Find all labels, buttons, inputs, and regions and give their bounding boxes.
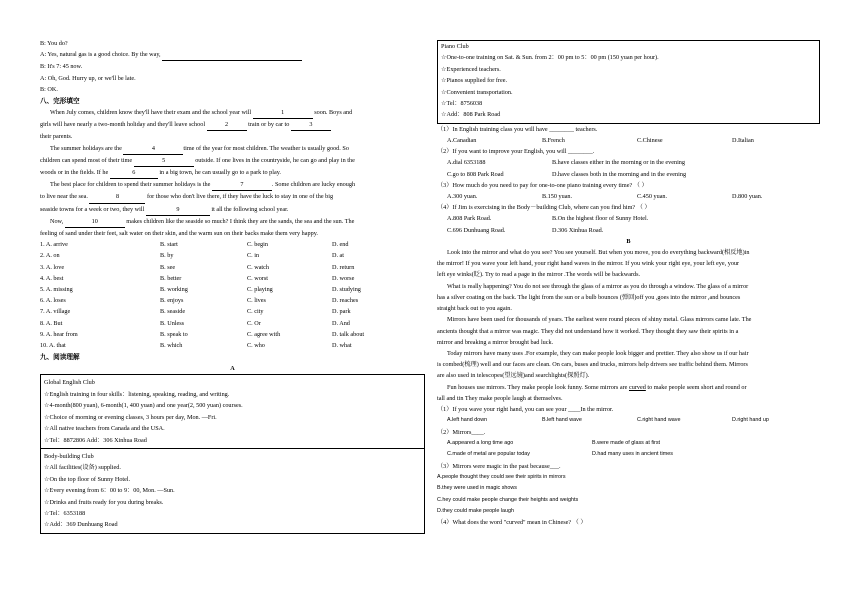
passage-line: Today mirrors have many uses .For example, they can make people look bigger and prettier. They also show us if our hair [447, 349, 749, 357]
ad-line: ☆Add：808 Park Road [441, 111, 501, 119]
passage-line: straight back out to you again. [437, 305, 512, 313]
ad-line: ☆On the top floor of Sunny Hotel. [44, 475, 131, 483]
cloze-line: The summer holidays are the 4 time of the year for most children. The weather is usually good. So [40, 143, 425, 155]
cloze-blank-1: 1 [253, 107, 313, 119]
ad-line: ☆All native teachers from Canada and the USA. [44, 425, 165, 433]
option-row: 1. A. arrive B. start C. begin D. end [40, 241, 349, 249]
ad-line: ☆Drinks and fruits ready for you during breaks. [44, 498, 164, 506]
ad-line: ☆Tel：6353188 [44, 509, 86, 517]
passage-line: tall and tin They make people laugh at themselves. [437, 394, 563, 402]
ad-line: ☆Add：369 Dunhuang Road [44, 521, 118, 529]
section-title-reading: 九、阅读理解 [40, 353, 80, 362]
dialogue-line: B: It's 7: 45 now. [40, 63, 83, 71]
english-club-box [40, 374, 425, 448]
body-club-box [40, 449, 425, 534]
dialogue-line: B: OK. [40, 85, 58, 93]
option-row: 10. A. that B. which C. who D. what [40, 342, 352, 350]
underlined-word-curved: curved [628, 383, 646, 391]
option-line: B.they were used in magic shows [437, 485, 517, 492]
cloze-line: children can spend most of their time 5 outside. If one lives in the countryside, he can go and play in the [40, 155, 425, 167]
option-row: A.dial 6353188 B.have classes either in the morning or in the evening [447, 159, 685, 167]
option-line: C.hey could make people change their heights and weights [437, 496, 579, 503]
passage-line: the mirror! If you wave your left hand, your right hand waves in the mirror. If you wink your right eye, your left eye, your [437, 260, 740, 268]
option-row: 6. A. loses B. enjoys C. lives D. reaches [40, 297, 359, 305]
ad-line: Piano Club [441, 43, 469, 50]
ad-line: ☆Pianos supplied for free. [441, 77, 508, 85]
cloze-blank-2: 2 [207, 119, 247, 131]
cloze-line: Now, 10 makes children like the seaside so much? I think they are the sands, the sea and the sun. The [40, 216, 425, 228]
passage-line: has a silver coating on the back. The light from the sun or a bulb bounces (弹回)off you ,goes into the mirror ,and bounces [437, 293, 741, 301]
cloze-blank-8: 8 [89, 191, 145, 203]
option-row: 2. A. on B. by C. in D. at [40, 252, 345, 260]
option-row: 7. A. village B. seaside C. city D. park [40, 308, 351, 316]
question: （3）How much do you need to pay for one-to-one piano training every time? （ ） [437, 181, 648, 189]
answer-blank [162, 49, 302, 61]
cloze-blank-6: 6 [110, 167, 158, 179]
question: （2）If you want to improve your English, you will ________. [437, 148, 595, 156]
question: （3）Mirrors were magic in the past because___. [437, 462, 561, 470]
passage-line: ancients thought that a mirror was magic. They did not understand how it worked. They thought they saw their spirits in a [437, 327, 739, 335]
cloze-line: to live near the sea. 8 for those who don't live there, if they have the luck to stay in one of the big [40, 191, 425, 203]
question: （1）If you wave your right hand, you can see your ____In the mirror. [437, 405, 614, 413]
passage-line: left eye winks(眨). Try to read a page in the mirror .The words will be backwards. [437, 271, 641, 279]
cloze-blank-9: 9 [146, 204, 210, 216]
ad-line: Body-building Club [44, 452, 94, 460]
cloze-line: The best place for children to spend their summer holidays is the 7 . Some children are lucky enough [40, 179, 425, 191]
passage-line: What is really happening? You do not see through the glass of a mirror as you do through a window. The glass of a mirror [447, 282, 749, 290]
passage-line: Mirrors have been used for thousands of years. The earliest were round pieces of shiny metal. Glass mirrors came late. The [447, 316, 752, 324]
ad-line: ☆Tel：8756038 [441, 100, 483, 108]
cloze-blank-3: 3 [291, 119, 331, 131]
question: （4）If Jim is exercising in the Body－building Club, where can you find him? （ ） [437, 204, 651, 212]
left-column [40, 38, 425, 534]
ad-line: ☆Choice of morning or evening classes, 3 hours per day, Mon. —Fri. [44, 413, 217, 421]
ad-line: ☆Tel：8872806 Add：306 Xinhua Road [44, 436, 147, 444]
cloze-line: girls will have nearly a two-month holiday and they'll leave school 2 train or by car to 3 [40, 119, 425, 131]
option-line: A.people thought they could see their spirits in mirrors [437, 473, 566, 480]
option-row: A.left hand down B.left hand wave C.right hand wave D.right hand up [447, 417, 769, 424]
ad-line: ☆4-month(800 yuan), 6-month(1, 400 yuan) and one year(2, 500 yuan) courses. [44, 402, 243, 410]
cloze-line: seaside towns for a week or two, they will 9 it all the following school year. [40, 204, 425, 216]
option-row: A.808 Park Road. B.On the highest floor of Sunny Hotel. [447, 215, 649, 223]
dialogue-line: A: Yes, natural gas is a good choice. By the way, [40, 49, 425, 61]
cloze-blank-10: 10 [65, 216, 125, 228]
passage-label-a: A [230, 365, 235, 373]
option-row: C.go to 808 Park Road D.have classes both in the morning and in the evening [447, 170, 687, 178]
cloze-line: feeling of sand under their feet, salt water on their skin, and the warm sun on their backs make them very happy. [40, 230, 318, 238]
option-row: 3. A. love B. see C. watch D. return [40, 263, 355, 271]
dialogue-line: B: You do? [40, 40, 68, 47]
ad-line: ☆Experienced teachers. [441, 65, 501, 73]
option-row: C.made of metal are popular today D.had many uses in ancient times [447, 451, 673, 458]
ad-line: ☆English training in four skills：listening, speaking, reading, and writing. [44, 390, 230, 398]
option-row: A.300 yuan. B.150 yuan. C.450 yuan. D.800 yuan. [447, 193, 763, 201]
question: （1）In English training class you will have ________ teachers. [437, 125, 598, 133]
option-row: 8. A. But B. Unless C. Or D. And [40, 319, 350, 327]
right-column [437, 40, 820, 529]
option-row: C.696 Dunhuang Road. D.306 Xinhua Road. [447, 226, 604, 234]
cloze-blank-7: 7 [212, 179, 272, 191]
cloze-blank-4: 4 [123, 143, 183, 155]
cloze-line: When July comes, children know they'll have their exam and the school year will 1 soon. Boys and [40, 107, 425, 119]
option-row: 9. A. hear from B. speak to C. agree with D. talk about [40, 330, 365, 338]
ad-line: ☆Convenient transportation. [441, 88, 513, 96]
option-row: 4. A. best B. better C. worst D. worse [40, 274, 355, 282]
passage-line: Look into the mirror and what do you see? You see yourself. But when you move, you do everything backward(相反地)in [447, 249, 750, 257]
passage-label-b: B [626, 237, 631, 245]
passage-line: mirror and breaking a mirror brought bad luck. [437, 338, 554, 346]
option-row: A.Canadian B.French C.Chinese D.Italian [447, 137, 754, 145]
question: （2）Mirrors____. [437, 428, 486, 436]
ad-line: ☆All facilities(设备) supplied. [44, 464, 121, 472]
question: （4）What does the word "curved" mean in Chinese? （ ） [437, 519, 587, 527]
passage-line: is combed(梳理) well and our faces are clean. On cars, buses and trucks, mirrors help drivers see traffic behind them. Mirrors [437, 361, 748, 369]
cloze-blank-5: 5 [134, 155, 194, 167]
option-line: D.they could make people laugh [437, 507, 515, 514]
cloze-line: woods or in the fields. If he 6 in a big town, he can usually go to a park to play. [40, 167, 425, 179]
piano-club-box [437, 40, 820, 124]
cloze-line: their parents. [40, 133, 73, 141]
ad-line: ☆Every evening from 6：00 to 9：00, Mon. —Sun. [44, 487, 175, 495]
cloze-options [40, 239, 425, 351]
ad-line: Global English Club [44, 379, 95, 387]
section-title-cloze: 八、完形填空 [40, 97, 80, 106]
ad-line: ☆One-to-one training on Sat. & Sun. from 2：00 pm to 5：00 pm (150 yuan per hour). [441, 54, 659, 62]
option-row: A.appeared a long time ago B.were made of glass at first [447, 439, 661, 446]
dialogue-line: A: Oh, God. Hurry up, or we'll be late. [40, 74, 136, 82]
option-row: 5. A. missing B. working C. playing D. studying [40, 286, 361, 294]
passage-line: are also used in telescopes(望远镜)and searchlights(探照灯). [437, 372, 590, 380]
passage-line: Fun houses use mirrors. They make people look funny. Some mirrors are curved to make people seem short and round or [447, 383, 747, 391]
